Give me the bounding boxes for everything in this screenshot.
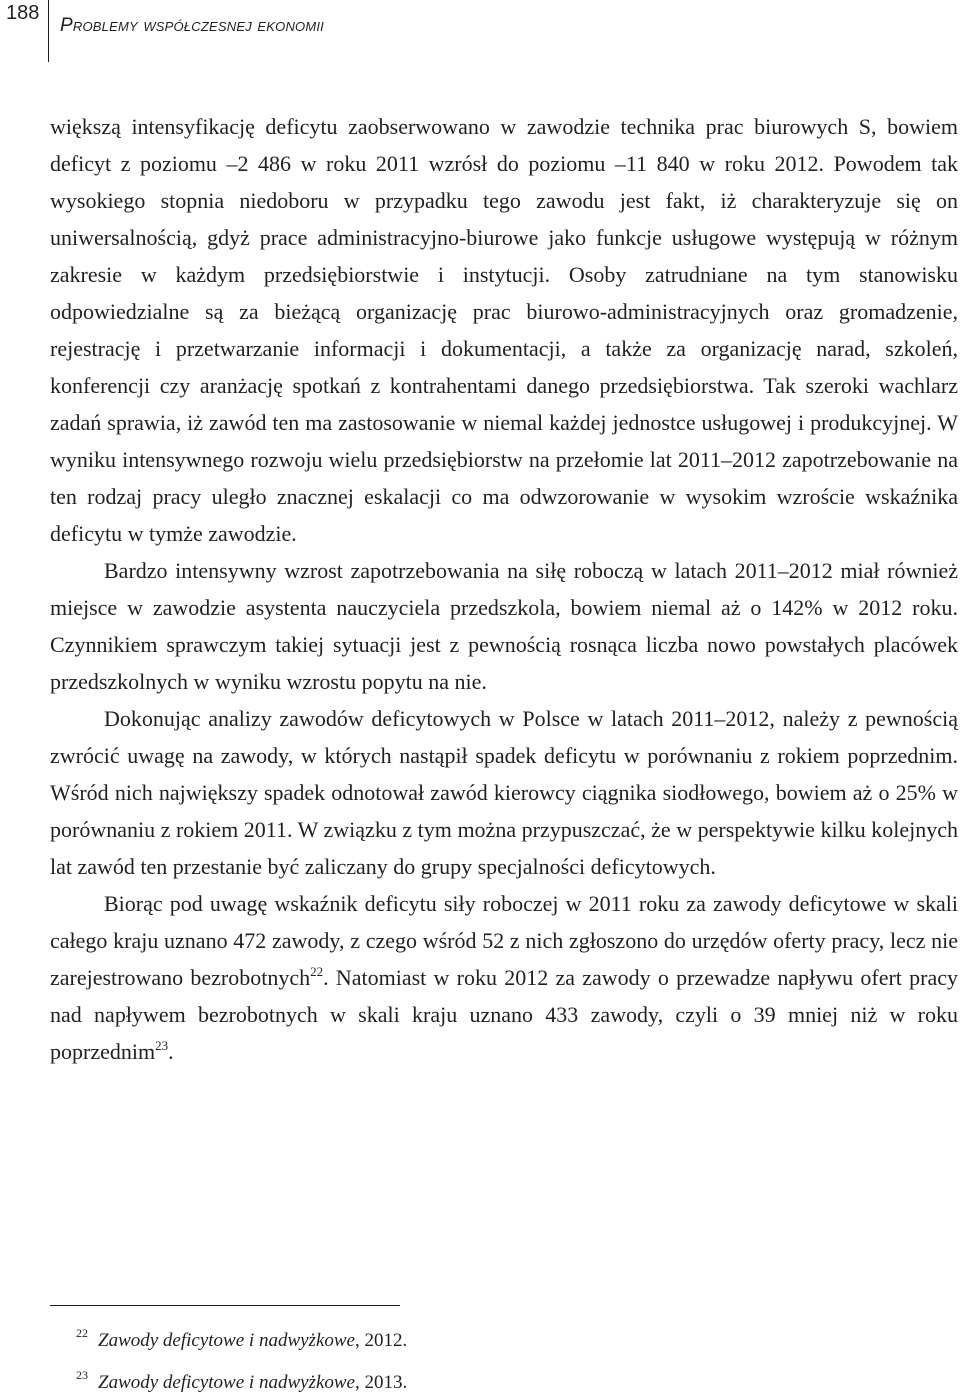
header-divider (48, 0, 49, 62)
paragraph-1: większą intensyfikację deficytu zaobserwowano w zawodzie technika prac biurowych S, bowiem deficyt z poziomu –2 486 w roku 2011 wzrósł do poziomu –11 840 w roku 2012. Powodem tak wysokiego stopnia niedoboru w przypadku tego zawodu jest fakt, iż charakteryzuje się on uniwersalnością, gdyż prace administracyjno-biurowe jako funkcje usługowe występują w różnym zakresie w każdym przedsiębiorstwie i instytucji. Osoby zatrudniane na tym stanowisku odpowiedzialne są za bieżącą organizację prac biurowo-administracyjnych oraz gromadzenie, rejestrację i przetwarzanie informacji i dokumentacji, a także za organizację narad, szkoleń, konferencji czy aranżację spotkań z kontrahentami danego przedsiębiorstwa. Tak szeroki wachlarz zadań sprawia, iż zawód ten ma zastosowanie w niemal każdej jednostce usługowej i produkcyjnej. W wyniku intensywnego rozwoju wielu przedsiębiorstw na przełomie lat 2011–2012 zapotrzebowanie na ten rodzaj pracy uległo znacznej eskalacji co ma odwzorowanie w wysokim wzroście wskaźnika deficytu w tymże zawodzie. (50, 114, 958, 546)
body-text (50, 108, 958, 1070)
paragraph-4 (50, 885, 958, 1070)
paragraph-2: Bardzo intensywny wzrost zapotrzebowania na siłę roboczą w latach 2011–2012 miał również miejsce w zawodzie asystenta nauczyciela przedszkola, bowiem niemal aż o 142% w 2012 roku. Czynnikiem sprawczym takiej sytuacji jest z pewnością rosnąca liczba nowo powstałych placówek przedszkolnych w wyniku wzrostu popytu na nie. (50, 558, 958, 694)
footnote-number: 22 (76, 1326, 88, 1340)
footnote-22 (50, 1316, 958, 1358)
footnote-source-year: , 2013. (354, 1372, 408, 1393)
footnote-source-title: Zawody deficytowe i nadwyżkowe (98, 1330, 355, 1351)
paragraph-3: Dokonując analizy zawodów deficytowych w Polsce w latach 2011–2012, należy z pewnością zwrócić uwagę na zawody, w których nastąpił spadek deficytu w porównaniu z rokiem poprzednim. Wśród nich największy spadek odnotował zawód kierowcy ciągnika siodłowego, bowiem aż o 25% w porównaniu z rokiem 2011. W związku z tym można przypuszczać, że w perspektywie kilku kolejnych lat zawód ten przestanie być zaliczany do grupy specjalności deficytowych. (50, 706, 958, 879)
page-number: 188 (6, 2, 40, 24)
paragraph-4-part-1: Biorąc pod uwagę wskaźnik deficytu siły roboczej w 2011 roku za zawody deficytowe w skali całego kraju uznano 472 zawody, z czego wśród 52 z nich zgłoszono do urzędów oferty pracy, lecz nie zarejestrowano bezrobotnych (50, 891, 958, 990)
footnote-number: 23 (76, 1368, 88, 1382)
footnote-source-title: Zawody deficytowe i nadwyżkowe (98, 1372, 355, 1393)
footnote-ref-22[interactable]: 22 (310, 964, 324, 979)
page-header (0, 0, 960, 60)
running-title: Problemy współczesnej ekonomii (60, 15, 324, 36)
paragraph-4-part-3: . (168, 1039, 174, 1064)
footnote-23 (50, 1358, 958, 1400)
footnote-source-year: , 2012. (354, 1330, 408, 1351)
footnotes (50, 1305, 958, 1400)
footnote-divider (50, 1305, 400, 1306)
footnote-ref-23[interactable]: 23 (155, 1038, 169, 1053)
paragraph-4-part-2: . Natomiast w roku 2012 za zawody o przewadze napływu ofert pracy nad napływem bezrobotnych w skali kraju uznano 433 zawody, czyli o 39 mniej niż w roku poprzednim (50, 965, 958, 1064)
